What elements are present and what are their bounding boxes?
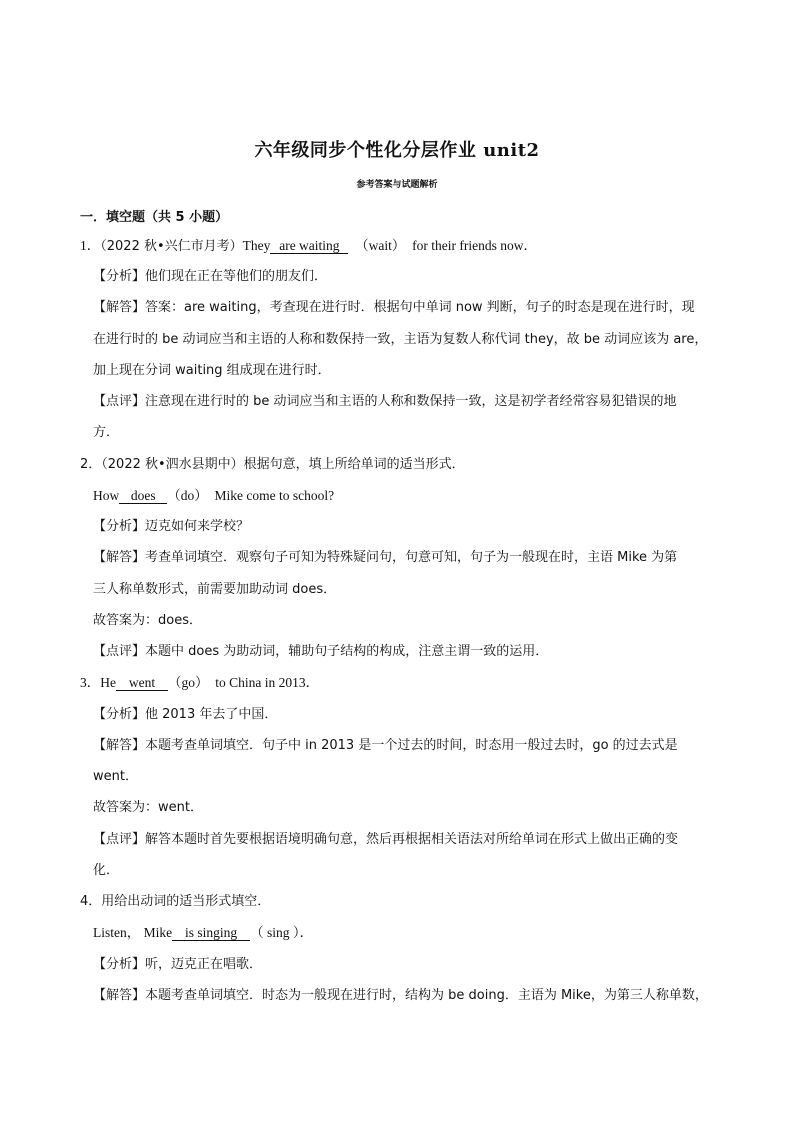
final-answer: 故答案为：does． — [93, 613, 202, 628]
analysis: 【分析】迈克如何来学校？ — [93, 519, 250, 534]
solution-line: 三人称单数形式，前需要加助动词 does． — [93, 582, 337, 597]
word-hint: （go） — [168, 675, 209, 690]
comment-line: 【点评】注意现在进行时的 be 动词应当和主语的人称和数保持一致，这是初学者经常容易犯错误的地 — [93, 394, 677, 409]
question-text: How — [93, 488, 120, 503]
question-number: 4． — [80, 894, 102, 909]
question-text: Mike come to school? — [214, 488, 335, 503]
final-answer: 故答案为：went． — [93, 800, 203, 815]
question-number: 2． — [80, 457, 102, 472]
answer-blank: are waiting — [270, 238, 348, 254]
question-4-stem — [80, 893, 270, 911]
answer-blank: does — [119, 488, 167, 504]
section-heading: 一．填空题（共 5 小题） — [80, 210, 229, 225]
question-text: for their friends now． — [412, 238, 537, 253]
question-4-sentence — [93, 924, 313, 942]
page-subtitle: 参考答案与试题解析 — [356, 180, 438, 190]
solution-line: went． — [93, 769, 138, 784]
analysis: 【分析】听，迈克正在唱歌． — [93, 957, 263, 972]
comment-line: 【点评】解答本题时首先要根据语境明确句意，然后再根据相关语法对所给单词在形式上做出正确的变 — [93, 832, 679, 847]
comment-line: 方． — [93, 425, 120, 440]
question-text: 用给出动词的适当形式填空． — [101, 894, 271, 909]
question-text: Listen， Mike — [93, 925, 173, 940]
question-3-stem — [80, 674, 319, 692]
comment-line: 化． — [93, 863, 120, 878]
solution-line: 【解答】答案：are waiting，考查现在进行时．根据句中单词 now 判断，句子的时态是现在进行时，现 — [93, 300, 695, 315]
question-2-stem — [80, 456, 465, 474]
page-title: 六年级同步个性化分层作业 unit2 — [254, 140, 540, 161]
question-number: 3． — [80, 675, 101, 690]
word-hint: （ sing ）． — [250, 925, 314, 940]
question-1-stem — [80, 237, 537, 256]
comment-line: 【点评】本题中 does 为助动词，辅助句子结构的构成，注意主谓一致的运用． — [93, 644, 549, 659]
question-source: （2022 秋•兴仁市月考） — [100, 239, 243, 254]
question-number: 1． — [80, 238, 101, 253]
answer-blank: is singing — [172, 925, 250, 941]
question-text: He — [100, 675, 116, 690]
question-text: to China in 2013． — [215, 675, 320, 690]
solution-line: 【解答】考查单词填空．观察句子可知为特殊疑问句，句意可知，句子为一般现在时，主语 Mike 为第 — [93, 550, 678, 565]
answer-blank: went — [116, 675, 168, 691]
question-text: They — [242, 238, 271, 253]
solution-line: 在进行时的 be 动词应当和主语的人称和数保持一致，主语为复数人称代词 they，故 be 动词应该为 are， — [93, 332, 708, 347]
analysis: 【分析】他们现在正在等他们的朋友们． — [93, 269, 328, 284]
solution-line: 【解答】本题考查单词填空．时态为一般现在进行时，结构为 be doing．主语为 Mike，为第三人称单数， — [93, 988, 708, 1003]
solution-line: 加上现在分词 waiting 组成现在进行时． — [93, 363, 331, 378]
word-hint: （wait） — [355, 238, 406, 253]
word-hint: （do） — [167, 488, 208, 503]
solution-line: 【解答】本题考查单词填空．句子中 in 2013 是一个过去的时间，时态用一般过去时，go 的过去式是 — [93, 738, 678, 753]
analysis: 【分析】他 2013 年去了中国． — [93, 707, 278, 722]
question-text: （2022 秋•泗水县期中）根据句意，填上所给单词的适当形式． — [101, 457, 465, 472]
question-2-sentence — [93, 487, 334, 505]
